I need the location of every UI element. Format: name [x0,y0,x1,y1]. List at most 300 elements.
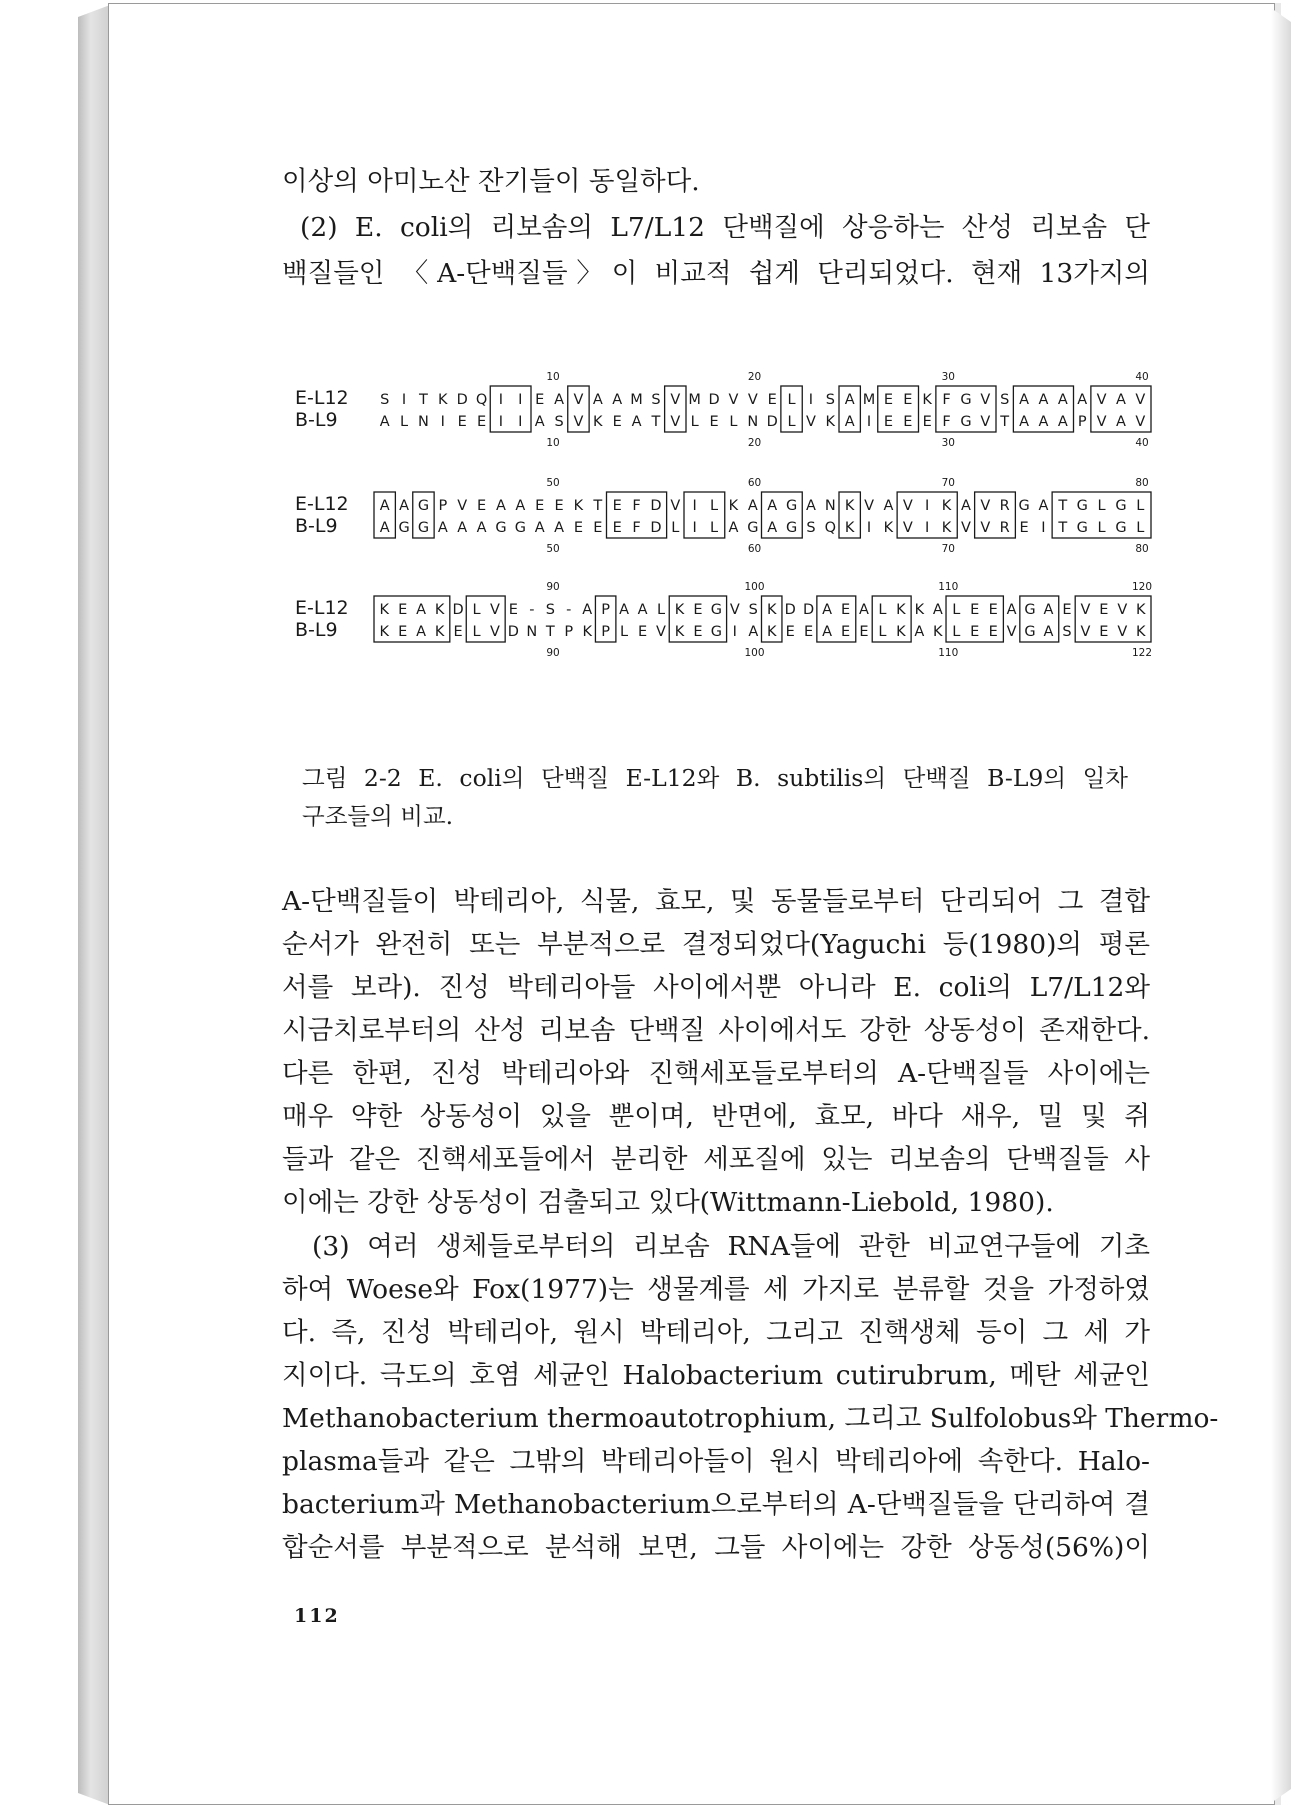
tick-label: 90 [546,647,560,659]
body-line: 서를 보라). 진성 박테리아들 사이에서뿐 아니라 E. coli의 L7/L12와 [282,972,1150,1003]
sequence-label: B-L9 [295,409,338,431]
residue: A [1057,392,1068,408]
residue: T [1058,498,1068,514]
residue: V [489,602,500,618]
residue: V [728,392,739,408]
residue: K [434,624,445,640]
residue: E [476,498,487,514]
residue: A [416,624,427,640]
residue: D [456,392,468,408]
residue: V [747,392,758,408]
residue: V [489,624,500,640]
body-line: 다른 한편, 진성 박테리아와 진핵세포들로부터의 A-단백질들 사이에는 [282,1058,1150,1089]
residue: A [1043,602,1054,618]
residue: A [457,520,468,536]
tick-label: 110 [938,581,959,593]
tick-label: 10 [546,437,560,449]
residue: A [883,498,894,514]
residue: A [1077,392,1088,408]
residue: A [1057,414,1068,430]
residue: I [498,392,504,408]
tick-label: 40 [1135,437,1149,449]
residue: V [670,392,681,408]
residue: L [787,392,796,408]
tick-label: 20 [747,371,762,383]
residue: E [476,414,487,430]
body-line: Methanobacterium thermoautotrophium, 그리고 Sulfolobus와 Thermo- [282,1403,1219,1434]
residue: E [535,392,545,408]
sequence-label: B-L9 [295,515,338,537]
tick-label: 80 [1135,477,1149,489]
residue: A [1038,498,1049,514]
residue: T [1058,520,1068,536]
residue: G [1024,602,1036,618]
tick-label: 110 [938,647,959,659]
residue: R [999,520,1010,536]
residue: D [452,602,464,618]
residue: E [612,498,622,514]
residue: D [650,520,662,536]
residue: V [1006,624,1017,640]
identity-box [490,386,531,432]
residue: G [960,392,972,408]
residue: G [417,498,430,514]
residue: E [573,520,584,536]
body-line: A-단백질들이 박테리아, 식물, 효모, 및 동물들로부터 단리되어 그 결합 [282,886,1150,917]
body-line: (3) 여러 생체들로부터의 리보솜 RNA들에 관한 비교연구들에 기초 [312,1231,1150,1262]
residue: L [1097,520,1106,536]
residue: T [419,392,428,408]
residue: S [1062,624,1072,640]
residue: E [709,414,719,430]
residue: E [398,624,408,640]
residue: G [1076,498,1088,514]
body-line: 매우 약한 상동성이 있을 뿐이며, 반면에, 효모, 바다 새우, 밀 및 쥐 [282,1101,1150,1132]
tick-label: 50 [546,543,560,555]
residue: K [933,624,943,640]
residue: L [729,414,738,430]
residue: E [804,624,814,640]
residue: K [1136,624,1146,640]
tick-label: 40 [1135,371,1149,383]
residue: P [601,624,611,640]
residue: V [670,498,681,514]
residue: K [434,602,445,618]
residue: F [942,414,951,430]
residue: L [472,602,481,618]
body-line: 이상의 아미노산 잔기들이 동일하다. [282,166,700,197]
residue: K [941,498,952,514]
residue: A [822,624,833,640]
residue: A [1019,414,1030,430]
residue: S [380,392,390,408]
residue: I [518,392,523,408]
tick-label: 30 [941,371,955,383]
residue: F [942,392,951,408]
residue: E [970,624,980,640]
residue: A [399,498,410,514]
residue: E [970,602,980,618]
residue: S [554,414,564,430]
residue: K [844,498,855,514]
residue: G [1115,520,1127,536]
residue: A [534,520,545,536]
residue: P [601,602,611,618]
body-line: 지이다. 극도의 호염 세균인 Halobacterium cutirubrum, 메탄 세균인 [282,1360,1150,1391]
residue: L [620,624,629,640]
residue: E [903,414,913,430]
residue: I [925,498,930,514]
residue: E [859,624,869,640]
residue: A [914,624,925,640]
tick-label: 80 [1135,543,1149,555]
residue: L [952,602,961,618]
residue: T [651,414,661,430]
residue: E [1019,520,1029,536]
residue: E [453,624,463,640]
body-line: (2) E. coli의 리보솜의 L7/L12 단백질에 상응하는 산성 리보솜 단 [300,212,1150,243]
tick-label: 30 [941,437,955,449]
residue: K [914,602,925,618]
residue: V [805,414,816,430]
residue: E [785,624,795,640]
residue: G [710,624,722,640]
residue: V [573,414,584,430]
residue: I [518,414,523,430]
residue: S [806,520,816,536]
residue: P [438,498,448,514]
residue: E [612,520,622,536]
sequence-label: E-L12 [295,387,349,409]
residue: G [398,520,410,536]
residue: S [651,392,661,408]
residue: A [554,392,565,408]
tick-label: 100 [744,581,765,593]
residue: I [440,414,445,430]
residue: E [988,624,998,640]
residue: A [932,602,943,618]
residue: G [960,414,972,430]
residue: T [593,498,603,514]
body-line: 들과 같은 진핵세포들에서 분리한 세포질에 있는 리보솜의 단백질들 사 [282,1144,1150,1175]
residue: L [787,414,796,430]
residue: N [824,498,836,514]
tick-label: 90 [546,581,560,593]
residue: G [417,520,430,536]
residue: A [534,414,545,430]
residue: A [612,392,623,408]
tick-label: 100 [744,647,765,659]
residue: A [1115,414,1126,430]
residue: V [902,498,913,514]
residue: A [379,520,390,536]
residue: K [766,602,777,618]
residue: L [878,624,887,640]
residue: V [1080,602,1091,618]
residue: V [980,520,991,536]
residue: K [844,520,855,536]
residue: P [1077,414,1087,430]
residue: A [767,520,778,536]
residue: E [767,392,777,408]
residue: D [766,414,778,430]
sequence-label: E-L12 [295,597,349,619]
residue: K [674,624,685,640]
residue: L [1097,498,1106,514]
residue: A [437,520,448,536]
residue: V [656,624,666,640]
residue: G [747,520,759,536]
residue: K [379,602,389,618]
residue: G [1024,624,1036,640]
residue: V [980,414,991,430]
residue: A [767,498,778,514]
body-line: 시금치로부터의 산성 리보솜 단백질 사이에서도 강한 상동성이 존재한다. [282,1015,1150,1046]
residue: M [630,392,643,408]
residue: V [960,520,971,536]
residue: E [593,520,603,536]
residue: A [554,520,565,536]
residue: A [960,498,971,514]
residue: T [1000,414,1010,430]
residue: T [545,624,555,640]
residue: E [693,602,703,618]
residue: A [805,498,816,514]
residue: V [729,602,740,618]
body-line: 다. 즉, 진성 박테리아, 원시 박테리아, 그리고 진핵생체 등이 그 세 가 [282,1317,1150,1348]
residue: G [710,602,722,618]
residue: E [554,498,564,514]
residue: E [535,498,545,514]
residue: L [878,602,887,618]
body-line: 하여 Woese와 Fox(1977)는 생물계를 세 가지로 분류할 것을 가정하였 [282,1274,1150,1305]
residue: G [1115,498,1127,514]
residue: K [379,624,389,640]
residue: L [1136,520,1145,536]
residue: K [573,498,584,514]
residue: D [650,498,662,514]
residue: V [1080,624,1091,640]
residue: L [656,602,666,618]
identity-box [684,492,725,538]
residue: I [866,414,872,430]
residue: A [822,602,833,618]
residue: Q [824,520,837,536]
residue: A [582,602,593,618]
residue: A [748,624,759,640]
residue: K [883,520,894,536]
residue: L [952,624,961,640]
residue: K [728,498,739,514]
residue: A [1043,624,1054,640]
residue: E [883,392,894,408]
residue: A [476,520,487,536]
residue: E [922,414,932,430]
residue: V [1135,414,1146,430]
residue: E [988,602,998,618]
residue: K [438,392,448,408]
figure-caption: 그림 2-2 E. coli의 단백질 E-L12와 B. subtilis의 단백질 B-L9의 일차 [302,764,1128,792]
residue: D [803,602,815,618]
residue: L [400,414,409,430]
residue: K [896,602,906,618]
residue: A [379,414,390,430]
residue: A [859,602,869,618]
body-line: 순서가 완전히 또는 부분적으로 결정되었다(Yaguchi 등(1980)의 평론 [282,929,1150,960]
residue: F [632,498,641,514]
book-spine [78,5,110,1805]
tick-label: 20 [747,437,762,449]
residue: A [1038,392,1049,408]
residue: K [766,624,777,640]
residue: G [495,520,507,536]
residue: K [674,602,685,618]
tick-label: 122 [1131,647,1153,659]
residue: V [980,392,991,408]
residue: G [1076,520,1088,536]
residue: K [896,624,906,640]
tick-label: 50 [546,477,560,489]
residue: F [632,520,641,536]
body-line: 이에는 강한 상동성이 검출되고 있다(Wittmann-Liebold, 1980). [282,1187,1054,1218]
residue: A [728,520,739,536]
residue: A [416,602,427,618]
residue: N [418,414,429,430]
residue: I [866,520,872,536]
residue: V [457,498,468,514]
sequence-alignment-figure [295,366,1160,686]
residue: S [545,602,555,618]
residue: A [592,392,603,408]
residue: V [1096,392,1107,408]
residue: V [1135,392,1146,408]
residue: A [619,602,630,618]
residue: I [925,520,930,536]
residue: I [692,498,697,514]
page-edge-shadow [1271,8,1291,1803]
residue: A [495,498,506,514]
residue: A [844,414,855,430]
residue: A [631,414,642,430]
residue: Q [475,392,488,408]
residue: K [922,392,932,408]
tick-label: 120 [1131,581,1153,593]
residue: K [582,624,592,640]
figure-caption: 구조들의 비교. [302,802,454,830]
residue: A [844,392,855,408]
residue: A [747,498,758,514]
residue: E [903,392,913,408]
residue: N [747,414,759,430]
body-line: bacterium과 Methanobacterium으로부터의 A-단백질들을 단리하여 결 [282,1489,1150,1520]
residue: E [612,414,622,430]
residue: K [593,414,603,430]
body-line: 합순서를 부분적으로 분석해 보면, 그들 사이에는 강한 상동성(56%)이 [282,1532,1150,1563]
residue: - [566,602,572,618]
residue: E [1099,624,1109,640]
residue: I [498,414,504,430]
residue: I [732,624,737,640]
residue: E [840,624,851,640]
residue: E [398,602,408,618]
residue: E [840,602,851,618]
residue: I [1041,520,1046,536]
residue: V [1117,624,1128,640]
residue: S [825,392,835,408]
residue: V [573,392,584,408]
residue: L [710,520,719,536]
residue: P [564,624,574,640]
residue: G [1018,498,1030,514]
residue: I [808,392,814,408]
residue: A [1038,414,1049,430]
residue: A [637,602,648,618]
sequence-label: B-L9 [295,619,338,641]
residue: - [529,602,535,618]
residue: E [637,624,648,640]
tick-label: 70 [941,477,955,489]
residue: K [1136,602,1146,618]
residue: M [862,392,876,408]
page-number: 112 [294,1605,340,1627]
residue: I [692,520,697,536]
residue: V [864,498,875,514]
residue: S [748,602,758,618]
residue: V [1117,602,1128,618]
residue: K [941,520,952,536]
residue: A [1019,392,1030,408]
residue: R [999,498,1010,514]
residue: V [902,520,913,536]
residue: E [1062,602,1072,618]
residue: A [1006,602,1017,618]
residue: G [785,498,798,514]
residue: E [457,414,467,430]
residue: L [472,624,481,640]
tick-label: 10 [546,371,560,383]
residue: M [688,392,701,408]
residue: A [515,498,526,514]
residue: G [785,520,798,536]
tick-label: 60 [747,477,762,489]
residue: I [401,392,407,408]
residue: V [980,498,991,514]
residue: D [784,602,796,618]
body-line: plasma들과 같은 그밖의 박테리아들이 원시 박테리아에 속한다. Halo- [282,1446,1150,1477]
residue: A [1115,392,1126,408]
residue: E [883,414,894,430]
residue: V [670,414,681,430]
residue: D [708,392,720,408]
residue: A [379,498,390,514]
residue: L [671,520,680,536]
residue: N [526,624,538,640]
residue: E [693,624,703,640]
tick-label: 60 [747,543,762,555]
residue: V [1096,414,1107,430]
residue: S [1000,392,1010,408]
residue: D [507,624,519,640]
residue: G [514,520,526,536]
residue: E [508,602,518,618]
residue: L [710,498,719,514]
residue: L [690,414,699,430]
sequence-label: E-L12 [295,493,349,515]
body-line: 백질들인 〈A-단백질들〉이 비교적 쉽게 단리되었다. 현재 13가지의 [282,258,1150,289]
residue: K [825,414,836,430]
tick-label: 70 [941,543,955,555]
residue: E [1099,602,1109,618]
